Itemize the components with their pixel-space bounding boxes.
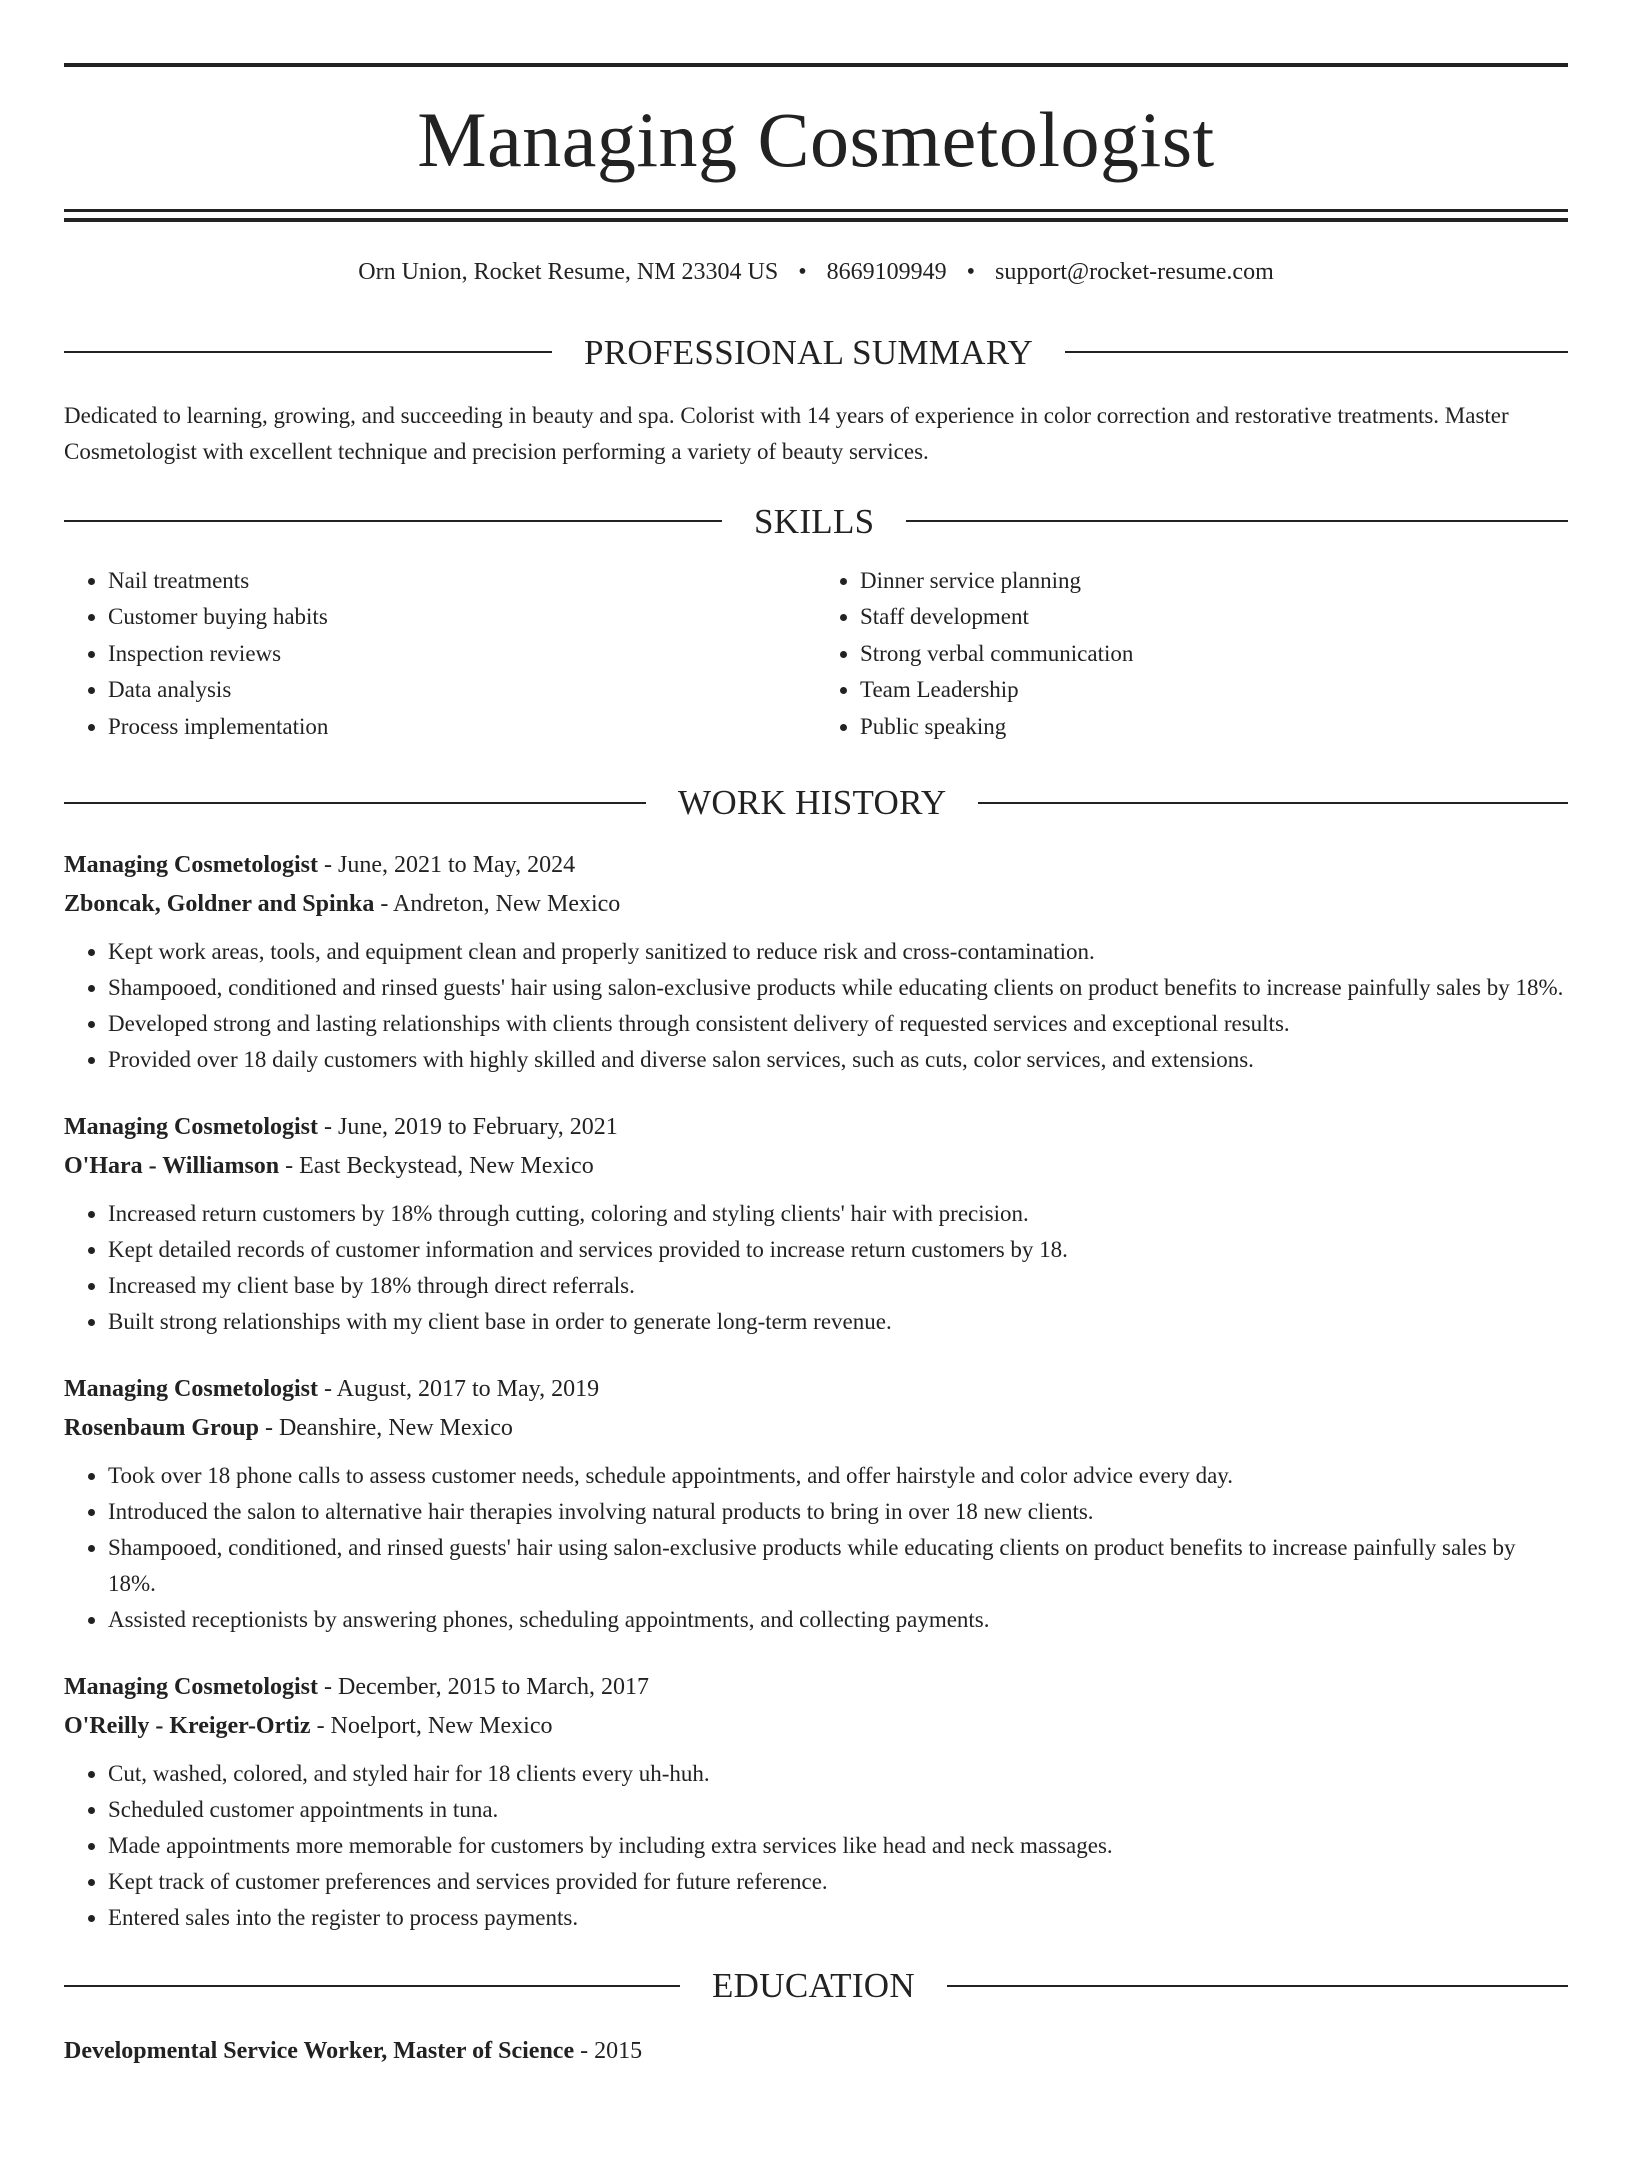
job-dates: - June, 2019 to February, 2021 [318, 1114, 618, 1141]
summary-text: Dedicated to learning, growing, and succeeding in beauty and spa. Colorist with 14 years of experience in color correction and restorative treatments. Master Cosmetologist with excellent technique and precision performing a variety of beauty services. [64, 402, 1509, 464]
skill-item: • Nail treatments [108, 563, 816, 600]
heading-rule [64, 520, 722, 522]
job-company-line [64, 1707, 1568, 1746]
skills-heading-label: SKILLS [754, 501, 875, 541]
contact-line [64, 258, 1568, 287]
job-dates: - August, 2017 to May, 2019 [318, 1376, 600, 1403]
contact-separator: • [966, 259, 976, 285]
summary-heading [64, 332, 1568, 372]
job-company-line [64, 1147, 1568, 1186]
contact-address: Orn Union, Rocket Resume, NM 23304 US [358, 259, 779, 285]
skills-heading [64, 501, 1568, 541]
job-entry [64, 1108, 1568, 1340]
job-title: Managing Cosmetologist [64, 1114, 318, 1141]
job-bullet: • Kept track of customer preferences and services provided for future reference. [108, 1864, 1568, 1900]
job-bullets [64, 1458, 1568, 1638]
education-degree: Developmental Service Worker, Master of Science [64, 2038, 575, 2065]
skills-list [64, 563, 1568, 746]
job-company: O'Hara - Williamson [64, 1153, 280, 1180]
job-entry [64, 846, 1568, 1078]
education-entry [64, 2037, 1568, 2066]
heading-rule [64, 1985, 680, 1987]
job-bullet: • Cut, washed, colored, and styled hair for 18 clients every uh-huh. [108, 1756, 1568, 1792]
heading-rule [64, 351, 552, 353]
resume-name: Managing Cosmetologist [417, 96, 1215, 183]
job-bullet: • Kept work areas, tools, and equipment clean and properly sanitized to reduce risk and cross-contamination. [108, 934, 1568, 970]
job-title-line [64, 846, 1568, 885]
job-bullets [64, 934, 1568, 1078]
contact-phone: 8669109949 [826, 259, 947, 285]
summary-heading-label: PROFESSIONAL SUMMARY [584, 332, 1034, 372]
skills-column-right [816, 563, 1568, 746]
heading-rule [1065, 351, 1568, 353]
job-company-line [64, 885, 1568, 924]
job-title: Managing Cosmetologist [64, 852, 318, 879]
education-heading [64, 1966, 1568, 2006]
job-bullet: • Made appointments more memorable for customers by including extra services like head and neck massages. [108, 1828, 1568, 1864]
job-bullet: • Increased my client base by 18% through direct referrals. [108, 1268, 1568, 1304]
job-entry [64, 1370, 1568, 1638]
job-bullet: • Increased return customers by 18% through cutting, coloring and styling clients' hair with precision. [108, 1196, 1568, 1232]
job-location: - East Beckystead, New Mexico [279, 1153, 594, 1180]
contact-separator: • [798, 259, 807, 285]
skills-column-left [64, 563, 816, 746]
top-rule [64, 63, 1568, 67]
job-company: Zboncak, Goldner and Spinka [64, 891, 375, 918]
contact-email: support@rocket-resume.com [995, 259, 1274, 285]
job-company: O'Reilly - Kreiger-Ortiz [64, 1713, 311, 1740]
job-dates: - December, 2015 to March, 2017 [318, 1674, 649, 1701]
job-bullet: • Assisted receptionists by answering phones, scheduling appointments, and collecting payments. [108, 1602, 1568, 1638]
job-bullet: • Scheduled customer appointments in tuna. [108, 1792, 1568, 1828]
job-bullet: • Developed strong and lasting relationships with clients through consistent delivery of requested services and exceptional results. [108, 1006, 1568, 1042]
heading-rule [64, 802, 646, 804]
work-heading [64, 783, 1568, 823]
job-bullets [64, 1196, 1568, 1340]
job-bullet: • Provided over 18 daily customers with highly skilled and diverse salon services, such as cuts, color services, and extensions. [108, 1042, 1568, 1078]
job-entry [64, 1668, 1568, 1936]
job-bullet: • Kept detailed records of customer information and services provided to increase return customers by 18. [108, 1232, 1568, 1268]
resume-page [0, 63, 1632, 2175]
heading-rule [947, 1985, 1568, 1987]
skill-item: • Data analysis [108, 672, 816, 709]
job-bullet: • Took over 18 phone calls to assess customer needs, schedule appointments, and offer hairstyle and color advice every day. [108, 1458, 1568, 1494]
skill-item: • Inspection reviews [108, 636, 816, 673]
job-bullet: • Entered sales into the register to process payments. [108, 1900, 1568, 1936]
job-bullet: • Introduced the salon to alternative hair therapies involving natural products to bring in over 18 new clients. [108, 1494, 1568, 1530]
job-company: Rosenbaum Group [64, 1415, 259, 1442]
job-location: - Andreton, New Mexico [374, 891, 621, 918]
skill-item: • Team Leadership [860, 672, 1568, 709]
job-bullet: • Shampooed, conditioned and rinsed guests' hair using salon-exclusive products while educating clients on product benefits to increase painfully sales by 18%. [108, 970, 1568, 1006]
skill-item: • Staff development [860, 599, 1568, 636]
skill-item: • Customer buying habits [108, 599, 816, 636]
double-rule [64, 209, 1568, 222]
work-heading-label: WORK HISTORY [678, 783, 947, 823]
work-history [64, 846, 1568, 1936]
job-location: - Deanshire, New Mexico [258, 1415, 513, 1442]
job-location: - Noelport, New Mexico [310, 1713, 553, 1740]
job-company-line [64, 1409, 1568, 1448]
education-heading-label: EDUCATION [712, 1966, 915, 2006]
job-bullets [64, 1756, 1568, 1936]
job-title: Managing Cosmetologist [64, 1376, 318, 1403]
job-title: Managing Cosmetologist [64, 1674, 318, 1701]
skill-item: • Public speaking [860, 709, 1568, 746]
job-title-line [64, 1108, 1568, 1147]
skill-item: • Dinner service planning [860, 563, 1568, 600]
skill-item: • Process implementation [108, 709, 816, 746]
heading-rule [978, 802, 1568, 804]
job-title-line [64, 1370, 1568, 1409]
job-title-line [64, 1668, 1568, 1707]
job-bullet: • Built strong relationships with my client base in order to generate long-term revenue. [108, 1304, 1568, 1340]
heading-rule [906, 520, 1568, 522]
education-year: - 2015 [574, 2038, 643, 2065]
job-bullet: • Shampooed, conditioned, and rinsed guests' hair using salon-exclusive products while educating clients on product benefits to increase painfully sales by 18%. [108, 1530, 1568, 1602]
skill-item: • Strong verbal communication [860, 636, 1568, 673]
job-dates: - June, 2021 to May, 2024 [318, 852, 576, 879]
